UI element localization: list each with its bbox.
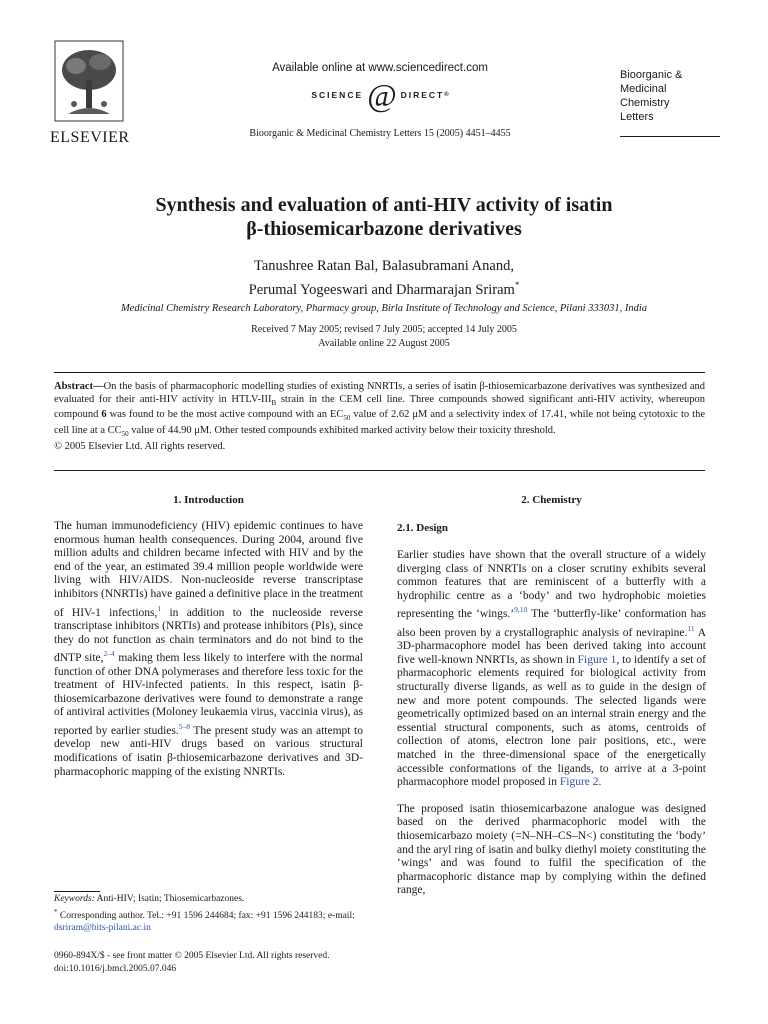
journal-line: Bioorganic & bbox=[620, 69, 683, 81]
abstract-text: strain in the CEM cell line. Three compounds showed significant anti-HIV activity, whereupon compound bbox=[54, 393, 705, 421]
chemistry-text: . bbox=[598, 776, 602, 789]
chemistry-paragraph bbox=[397, 549, 706, 790]
journal-name bbox=[620, 68, 720, 124]
corresponding-text: Corresponding author. Tel.: +91 1596 244684; fax: +91 1596 244183; e-mail: bbox=[57, 910, 355, 921]
title-line-2: β-thiosemicarbazone derivatives bbox=[246, 218, 522, 240]
sd-left-word: SCIENCE bbox=[311, 90, 364, 100]
design-subheading: 2.1. Design bbox=[397, 522, 449, 534]
abstract-text: value of 2.62 μM and a selectivity index of 17.41, while not being cytotoxic to the cell line at a CC bbox=[54, 409, 706, 436]
abstract-copyright: © 2005 Elsevier Ltd. All rights reserved. bbox=[54, 440, 226, 452]
reference-link[interactable]: 9,10 bbox=[514, 605, 528, 615]
elsevier-tree-icon bbox=[54, 40, 124, 122]
chemistry-text: A 3D-pharmacophore model has been derived taking into account five well-known NNRTIs, as shown in bbox=[397, 626, 707, 666]
article-dates bbox=[60, 323, 708, 351]
chemistry-paragraph: The proposed isatin thiosemicarbazone analogue was designed based on the derived pharmacophoric model with the thiosemicarbazo moiety (=N–NH–CS–N<) constituting the ‘body’ and the aryl ring of isatin and bulky diethyl moiety constituting the ‘wings’ and was found to fulfil the specification of the pharmacophoric distance map by complying within the defined range, bbox=[397, 802, 706, 897]
abstract-top-rule bbox=[54, 372, 705, 373]
authors-line-2-text: Perumal Yogeeswari and Dharmarajan Sriram bbox=[248, 281, 515, 298]
available-online-date: Available online 22 August 2005 bbox=[318, 338, 450, 349]
authors-line-2 bbox=[60, 276, 708, 300]
keywords-label: Keywords: bbox=[54, 894, 95, 904]
corresponding-author-mark: * bbox=[514, 280, 520, 290]
corresponding-mark: * bbox=[54, 907, 58, 916]
journal-citation: Bioorganic & Medicinal Chemistry Letters 15 (2005) 4451–4455 bbox=[249, 128, 511, 139]
intro-paragraph bbox=[54, 520, 363, 779]
issn-line: 0960-894X/$ - see front matter © 2005 Elsevier Ltd. All rights reserved. bbox=[54, 951, 330, 961]
chemistry-body bbox=[397, 549, 706, 898]
intro-body bbox=[54, 520, 363, 779]
received-dates: Received 7 May 2005; revised 7 July 2005; accepted 14 July 2005 bbox=[251, 324, 517, 335]
journal-line: Letters bbox=[620, 111, 654, 123]
title-line-1: Synthesis and evaluation of anti-HIV activity of isatin bbox=[155, 194, 613, 216]
sd-at-icon: @ bbox=[367, 77, 397, 113]
intro-text: The present study was an attempt to develop new anti-HIV drugs based on various structural modifications of isatin β-thiosemicarbazone derivatives and 3D-pharmacophoric mapping of the existing NNRTIs. bbox=[54, 724, 363, 778]
intro-text: making them less likely to interfere with the normal function of other DNA polymerases and therefore less toxic for the treatment of HIV-infected patients. In this respect, isatin β-thiosemicarbazone derivatives were found to demonstrate a range of antiviral activities (Moloney leukaemia virus, vaccinia virus), as reported by earlier studies. bbox=[54, 652, 363, 737]
publisher-name: ELSEVIER bbox=[50, 129, 130, 146]
keywords bbox=[54, 893, 366, 906]
author-email-link[interactable]: dsriram@bits-pilani.ac.in bbox=[54, 923, 151, 934]
abstract-subscript: 50 bbox=[121, 430, 129, 439]
intro-heading: 1. Introduction bbox=[173, 494, 244, 506]
sd-registered-mark: ® bbox=[444, 92, 449, 98]
abstract-text: was found to be the most active compound with an EC bbox=[106, 409, 344, 421]
abstract-text: On the basis of pharmacophoric modelling studies of existing NNRTIs, a series of isatin β-thiosemicarbazone derivatives was synthesized and evaluated for their anti-HIV activity in HTLV-III bbox=[54, 381, 705, 405]
figure-2-link[interactable]: Figure 2 bbox=[559, 776, 599, 789]
footnote-rule bbox=[54, 891, 100, 892]
chemistry-text: Earlier studies have shown that the overall structure of a widely diverging class of NNRTIs on a closer scrutiny exhibits several common features that are reminiscent of a butterfly with a hydrophilic centre as a ‘body’ and two hydrophobic moieties representing the ‘wings.’ bbox=[397, 549, 706, 621]
journal-rule bbox=[620, 136, 720, 137]
reference-link[interactable]: 2–4 bbox=[103, 649, 115, 659]
chemistry-heading: 2. Chemistry bbox=[521, 494, 582, 506]
reference-link[interactable]: 5–8 bbox=[178, 721, 190, 731]
issn-footer bbox=[54, 950, 384, 975]
article-title bbox=[60, 193, 708, 241]
journal-line: Medicinal bbox=[620, 83, 667, 95]
abstract-label: Abstract— bbox=[54, 381, 104, 392]
abstract-subscript: 50 bbox=[343, 414, 351, 423]
reference-link[interactable]: 1 bbox=[157, 603, 162, 613]
sciencedirect-logo bbox=[260, 78, 500, 112]
intro-text: The human immunodeficiency (HIV) epidemic continues to have enormous human health consequences. During 2004, around five million adults and children became infected with HIV and by the end of the year, an estimated 39.4 million people worldwide were living with HIV/AIDS. Non-nucleoside reverse transcriptase inhibitors (NNRTIs) have gained a definitive place in the treatment of HIV-1 infections, bbox=[54, 520, 363, 619]
abstract-text: value of 44.90 μM. Other tested compounds exhibited marked activity below their toxicity threshold. bbox=[128, 424, 556, 436]
affiliation: Medicinal Chemistry Research Laboratory, Pharmacy group, Birla Institute of Technology and Science, Pilani 333031, India bbox=[120, 303, 648, 314]
journal-line: Chemistry bbox=[620, 97, 670, 109]
author-list bbox=[60, 257, 708, 300]
chemistry-text: , to identify a set of pharmacophoric elements required for biological activity from structurally diverse ligands, as well as to guide in the design of new and more potent compounds. The selected ligands were geometrically optimized based on an internal strain energy and the essential structural components, such as atoms, centroids of collection of atoms, electron lone pair positions, etc., were matched in the three-dimensional space of the energetically accessible conformations of the ligands, to arrive at a 3-point pharmacophore model proposed in bbox=[397, 653, 706, 789]
sd-right-word: DIRECT bbox=[400, 90, 445, 100]
footnotes bbox=[54, 893, 366, 935]
available-online-text: Available online at www.sciencedirect.com bbox=[272, 62, 488, 74]
chemistry-text: The ‘butterfly-like’ conformation has also been proven by a crystallographic analysis of nevirapine. bbox=[397, 608, 706, 639]
compound-number: 6 bbox=[101, 409, 107, 421]
doi-line: doi:10.1016/j.bmcl.2005.07.046 bbox=[54, 963, 177, 974]
abstract-bottom-rule bbox=[54, 470, 705, 471]
abstract bbox=[54, 381, 705, 453]
intro-text: in addition to the nucleoside reverse transcriptase inhibitors (NRTIs) and protease inhibitors (PIs), since they do not function as chain terminators and do not bind to the dNTP site, bbox=[54, 606, 363, 664]
corresponding-author bbox=[54, 906, 366, 935]
reference-link[interactable]: 11 bbox=[687, 623, 695, 633]
abstract-subscript: B bbox=[271, 398, 277, 407]
keywords-text: Anti-HIV; Isatin; Thiosemicarbazones. bbox=[94, 894, 245, 904]
authors-line-1: Tanushree Ratan Bal, Balasubramani Anand, bbox=[254, 258, 514, 274]
elsevier-logo bbox=[50, 40, 130, 146]
figure-1-link[interactable]: Figure 1 bbox=[577, 653, 617, 666]
